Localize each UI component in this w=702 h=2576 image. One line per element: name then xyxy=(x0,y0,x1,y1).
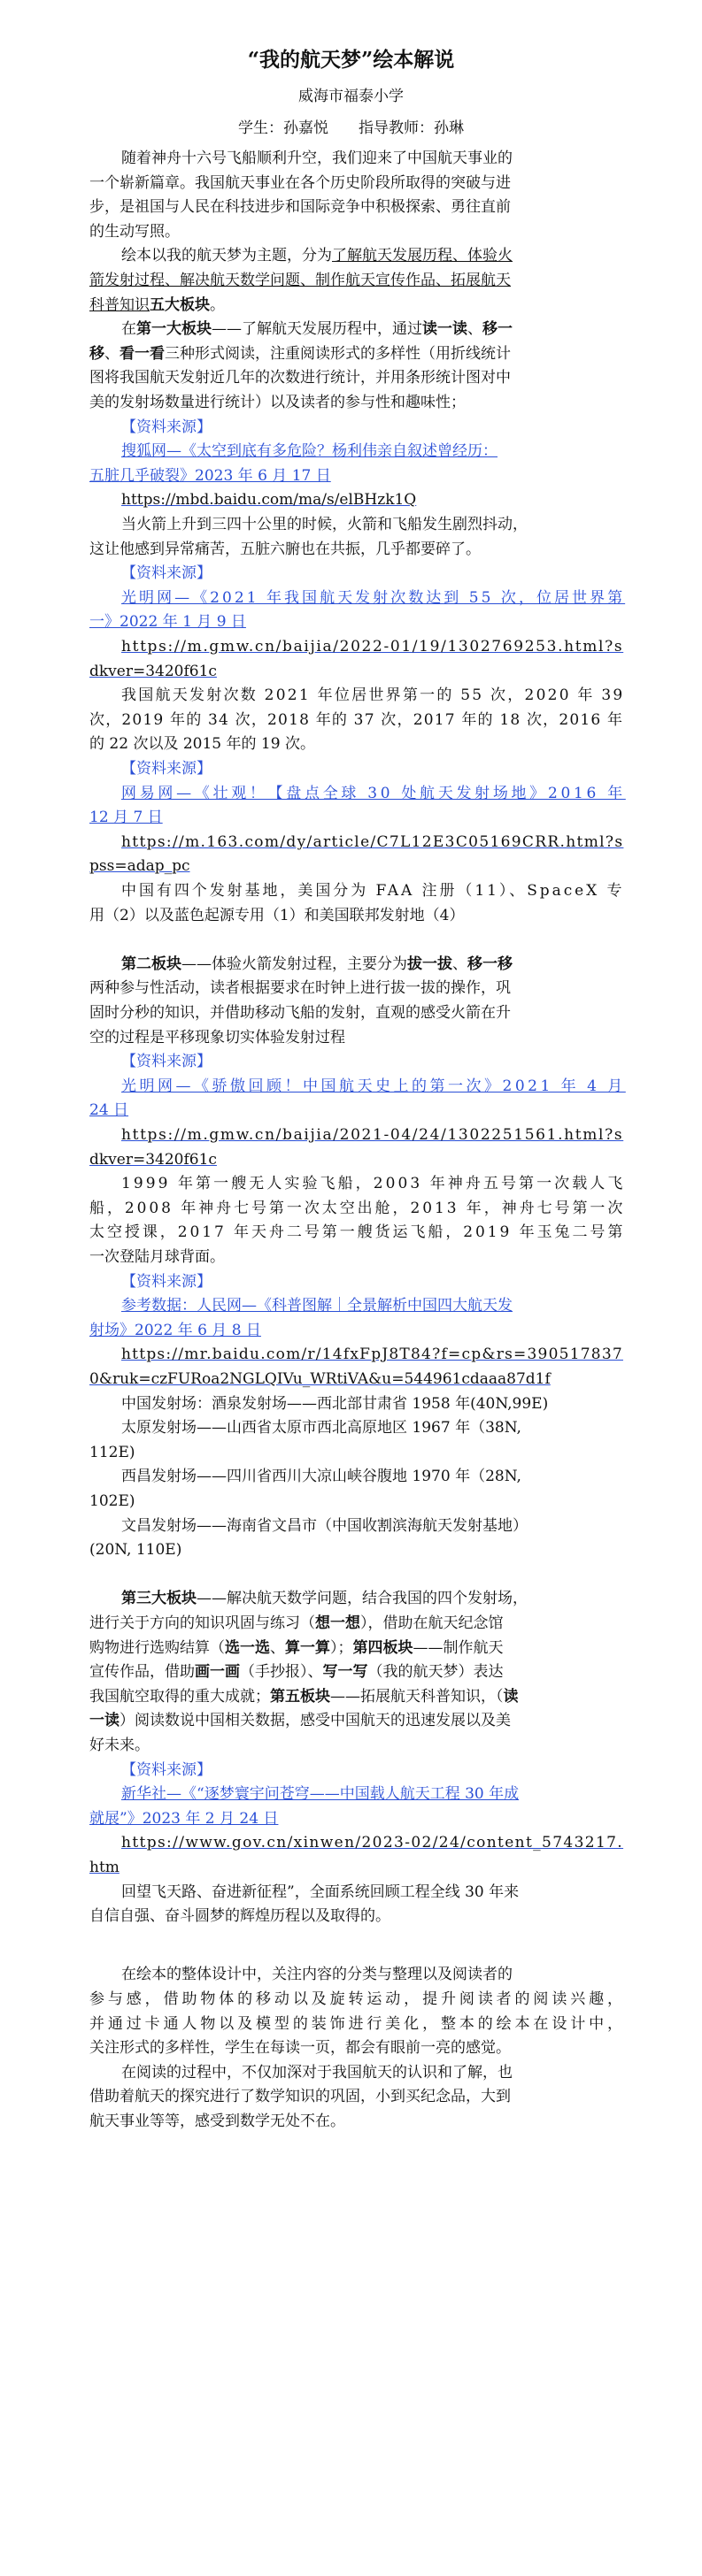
source-note: 回望飞天路、奋进新征程”，全面系统回顾工程全线 30 年来 xyxy=(121,1882,520,1901)
section2-paragraph: 两种参与性活动，读者根据要求在时钟上进行拔一拔的操作，巩 xyxy=(89,979,511,998)
section3-paragraph: 我国航空取得的重大成就；第五板块——拓展航天科普知识，（读 xyxy=(89,1687,519,1706)
conclusion-paragraph: 并通过卡通人物以及模型的装饰进行美化，整本的绘本在设计中， xyxy=(89,2014,626,2033)
section3-paragraph: 一读）阅读数说中国相关数据，感受中国航天的迅速发展以及美 xyxy=(89,1712,511,1730)
source-note: 太空授课，2017 年天舟二号第一艘货运飞船，2019 年玉兔二号第 xyxy=(89,1223,626,1242)
intro-paragraph: 绘本以我的航天梦为主题，分为了解航天发展历程、体验火 xyxy=(121,247,513,265)
conclusion-paragraph: 航天事业等等，感受到数学无处不在。 xyxy=(89,2112,345,2131)
section3-paragraph: 宣传作品，借助画一画（手抄报）、写一写（我的航天梦）表达 xyxy=(89,1663,504,1682)
section2-paragraph: 第二板块——体验火箭发射过程，主要分为拔一拔、移一移 xyxy=(121,954,513,973)
source-note: 船，2008 年神舟七号第一次太空出舱，2013 年，神舟七号第一次 xyxy=(89,1199,626,1217)
source-url-link[interactable]: htm xyxy=(89,1859,120,1876)
source-note: 的 22 次以及 2015 年的 19 次。 xyxy=(89,735,315,754)
intro-paragraph: 的生动写照。 xyxy=(89,222,180,241)
section2-paragraph: 固时分秒的知识，并借助移动飞船的发射，直观的感受火箭在升 xyxy=(89,1004,511,1022)
source-title-link[interactable]: 24 日 xyxy=(89,1101,129,1120)
source-title-link[interactable]: 一》2022 年 1 月 9 日 xyxy=(89,613,246,632)
source-title-link[interactable]: 五脏几乎破裂》2023 年 6 月 17 日 xyxy=(89,466,331,485)
source-title-link[interactable]: 网易网—《壮观！【盘点全球 30 处航天发射场地》2016 年 xyxy=(121,784,626,802)
school-name: 威海市福泰小学 xyxy=(298,88,404,105)
source-note: 一次登陆月球背面。 xyxy=(89,1248,225,1266)
section1-paragraph: 美的发射场数量进行统计）以及读者的参与性和趣味性； xyxy=(89,394,466,411)
conclusion-paragraph: 借助着航天的探究进行了数学知识的巩固，小到买纪念品，大到 xyxy=(89,2088,511,2106)
conclusion-paragraph: 参与感，借助物体的移动以及旋转运动，提升阅读者的阅读兴趣， xyxy=(89,1990,626,2009)
source-label: 【资料来源】 xyxy=(121,418,212,436)
section3-paragraph: 购物进行选购结算（选一选、算一算）；第四板块——制作航天 xyxy=(89,1638,504,1657)
conclusion-paragraph: 在绘本的整体设计中，关注内容的分类与整理以及阅读者的 xyxy=(121,1966,513,1984)
source-note: 太原发射场——山西省太原市西北高原地区 1967 年（38N, xyxy=(121,1419,521,1438)
source-note: 这让他感到异常痛苦，五脏六腑也在共振，几乎都要碎了。 xyxy=(89,540,481,558)
source-note: 112E) xyxy=(89,1443,135,1461)
intro-paragraph: 步，是祖国与人民在科技进步和国际竞争中积极探索、勇往直前 xyxy=(89,198,511,217)
section3-paragraph: 第三大板块——解决航天数学问题，结合我国的四个发射场， xyxy=(121,1590,528,1608)
source-url-link[interactable]: https://m.gmw.cn/baijia/2021-04/24/1302251561.html?s xyxy=(121,1126,624,1144)
source-note: 自信自强、奋斗圆梦的辉煌历程以及取得的。 xyxy=(89,1907,390,1926)
section1-paragraph: 在第一大板块——了解航天发展历程中，通过读一读、移一 xyxy=(121,320,513,339)
source-note: 中国有四个发射基地，美国分为 FAA 注册（11）、SpaceX 专 xyxy=(121,882,625,900)
source-url-link[interactable]: https://m.163.com/dy/article/C7L12E3C05169CRR.html?s xyxy=(121,832,624,851)
source-url-link[interactable]: 0&ruk=czFURoa2NGLQIVu_WRtiVA&u=544961cdaaa87d1f xyxy=(89,1370,551,1388)
source-note: 次，2019 年的 34 次，2018 年的 37 次，2017 年的 18 次，2016 年 xyxy=(89,710,624,729)
byline: 学生：孙嘉悦 指导教师：孙琳 xyxy=(238,119,464,137)
source-url-link[interactable]: https://www.gov.cn/xinwen/2023-02/24/content_5743217. xyxy=(121,1834,624,1852)
intro-paragraph: 箭发射过程、解决航天数学问题、制作航天宣传作品、拓展航天 xyxy=(89,272,511,289)
source-url-link[interactable]: pss=adap_pc xyxy=(89,857,190,876)
section3-paragraph: 进行关于方向的知识巩固与练习（想一想），借助在航天纪念馆 xyxy=(89,1614,504,1632)
section2-paragraph: 空的过程是平移现象切实体验发射过程 xyxy=(89,1028,345,1046)
source-note: 1999 年第一艘无人实验飞船，2003 年神舟五号第一次载人飞 xyxy=(121,1175,626,1193)
source-url-link[interactable]: dkver=3420f61c xyxy=(89,662,217,680)
intro-paragraph: 随着神舟十六号飞船顺利升空，我们迎来了中国航天事业的 xyxy=(121,150,513,167)
source-note: 西昌发射场——四川省西川大凉山峡谷腹地 1970 年（28N, xyxy=(121,1468,521,1486)
source-note: 用（2）以及蓝色起源专用（1）和美国联邦发射地（4） xyxy=(89,906,465,924)
section1-paragraph: 图将我国航天发射近几年的次数进行统计，并用条形统计图对中 xyxy=(89,369,511,387)
source-title-link[interactable]: 12 月 7 日 xyxy=(89,809,163,827)
source-note: 我国航天发射次数 2021 年位居世界第一的 55 次，2020 年 39 xyxy=(121,686,625,705)
source-note: (20N, 110E) xyxy=(89,1541,182,1560)
source-label: 【资料来源】 xyxy=(121,1760,212,1779)
source-title-link[interactable]: 光明网—《2021 年我国航天发射次数达到 55 次，位居世界第 xyxy=(121,588,626,607)
source-note: 102E) xyxy=(89,1492,135,1510)
source-url-link[interactable]: https://mbd.baidu.com/ma/s/elBHzk1Q xyxy=(121,491,417,510)
source-label: 【资料来源】 xyxy=(121,760,212,778)
section3-paragraph: 好未来。 xyxy=(89,1736,150,1754)
source-title-link[interactable]: 搜狐网—《太空到底有多危险？杨利伟亲自叙述曾经历： xyxy=(121,442,498,461)
conclusion-paragraph: 在阅读的过程中，不仅加深对于我国航天的认识和了解，也 xyxy=(121,2063,513,2082)
source-url-link[interactable]: https://m.gmw.cn/baijia/2022-01/19/1302769253.html?s xyxy=(121,638,624,656)
source-url-link[interactable]: https://mr.baidu.com/r/14fxFpJ8T84?f=cp&rs=390517837 xyxy=(121,1346,623,1364)
source-title-link[interactable]: 光明网—《骄傲回顾！中国航天史上的第一次》2021 年 4 月 xyxy=(121,1077,626,1095)
intro-paragraph: 一个崭新篇章。我国航天事业在各个历史阶段所取得的突破与进 xyxy=(89,173,511,192)
source-title-link[interactable]: 射场》2022 年 6 月 8 日 xyxy=(89,1321,261,1339)
intro-paragraph: 科普知识五大板块。 xyxy=(89,295,225,314)
source-title-link[interactable]: 就展”》2023 年 2 月 24 日 xyxy=(89,1809,279,1828)
source-title-link[interactable]: 参考数据：人民网—《科普图解｜全景解析中国四大航天发 xyxy=(121,1297,513,1315)
source-label: 【资料来源】 xyxy=(121,1053,212,1071)
source-note: 中国发射场：酒泉发射场——西北部甘肃省 1958 年(40N,99E) xyxy=(121,1394,549,1413)
source-note: 文昌发射场——海南省文昌市（中国收割滨海航天发射基地） xyxy=(121,1516,528,1535)
section1-paragraph: 移、看一看三种形式阅读，注重阅读形式的多样性（用折线统计 xyxy=(89,344,511,363)
source-label: 【资料来源】 xyxy=(121,1272,212,1291)
source-url-link[interactable]: dkver=3420f61c xyxy=(89,1150,217,1169)
conclusion-paragraph: 关注形式的多样性，学生在每读一页，都会有眼前一亮的感觉。 xyxy=(89,2039,511,2058)
source-note: 当火箭上升到三四十公里的时候，火箭和飞船发生剧烈抖动， xyxy=(121,516,528,533)
source-title-link[interactable]: 新华社—《“逐梦寰宇问苍穹——中国载人航天工程 30 年成 xyxy=(121,1785,520,1804)
source-label: 【资料来源】 xyxy=(121,564,212,583)
page-title: “我的航天梦”绘本解说 xyxy=(247,48,455,72)
